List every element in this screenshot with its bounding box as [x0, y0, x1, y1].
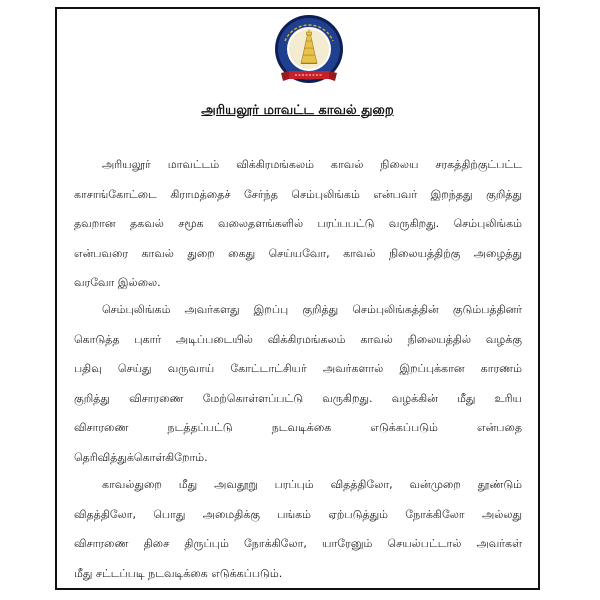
paragraph-line: தெரிவித்துக்கொள்கிறோம்.: [74, 450, 208, 464]
paragraph-line: மீது சட்டப்படி நடவடிக்கை எடுக்கப்படும்.: [74, 566, 283, 580]
paragraph-line: செம்புலிங்கம் அவர்களது இறப்பு குறித்து செம்புலிங்கத்தின் குடும்பத்தினர்: [102, 303, 522, 316]
paragraph-2: [74, 295, 522, 472]
paragraph-line: விதத்திலோ, பொது அமைதிக்கு பங்கம் ஏற்படுத்தும் நோக்கிலோ அல்லது: [74, 507, 522, 521]
paragraph-line: கொடுத்த புகார் அடிப்படையில் விக்கிரமங்கலம் காவல் நிலையத்தில் வழக்கு: [74, 332, 522, 346]
paragraph-line: காவல்துறை மீது அவதூறு பரப்பும் விதத்திலோ, வன்முறை தூண்டும்: [102, 478, 522, 491]
police-emblem-logo: [273, 13, 345, 95]
paragraph-line: அரியலூர் மாவட்டம் விக்கிரமங்கலம் காவல் நிலைய சரகத்திற்குட்பட்ட: [102, 158, 522, 171]
document-page: [55, 7, 540, 590]
paragraph-line: விசாரணை திசை திருப்பும் நோக்கிலோ, யாரேனும் செயல்பட்டால் அவர்கள்: [74, 537, 522, 550]
police-emblem-icon: [273, 13, 345, 95]
document-title: அரியலூர் மாவட்ட காவல் துறை: [201, 103, 394, 118]
paragraph-line: விசாரணை நடத்தப்பட்டு நடவடிக்கை எடுக்கப்படும் என்பதை: [74, 421, 522, 434]
paragraph-line: வரவோ இல்லை.: [74, 276, 161, 289]
paragraph-line: தவறான தகவல் சமூக வலைதளங்களில் பரப்பபட்டு வருகிறது. செம்புலிங்கம்: [74, 217, 522, 230]
paragraph-3: [74, 470, 522, 588]
paragraph-line: என்பவரை காவல் துறை கைது செய்யவோ, காவல் நிலையத்திற்கு அழைத்து: [74, 246, 522, 260]
paragraph-line: பதிவு செய்து வருவாய் கோட்டாட்சியர் அவர்களால் இறப்புக்கான காரணம்: [74, 362, 522, 375]
paragraph-line: குறித்து விசாரணை மேற்கொள்ளப்பட்டு வருகிறது. வழக்கின் மீது உரிய: [74, 391, 522, 405]
paragraph-line: காசாங்கோட்டை கிராமத்தைச் சேர்ந்த செம்புலிங்கம் என்பவர் இறந்தது குறித்து: [74, 187, 522, 201]
paragraph-1: [74, 150, 522, 298]
